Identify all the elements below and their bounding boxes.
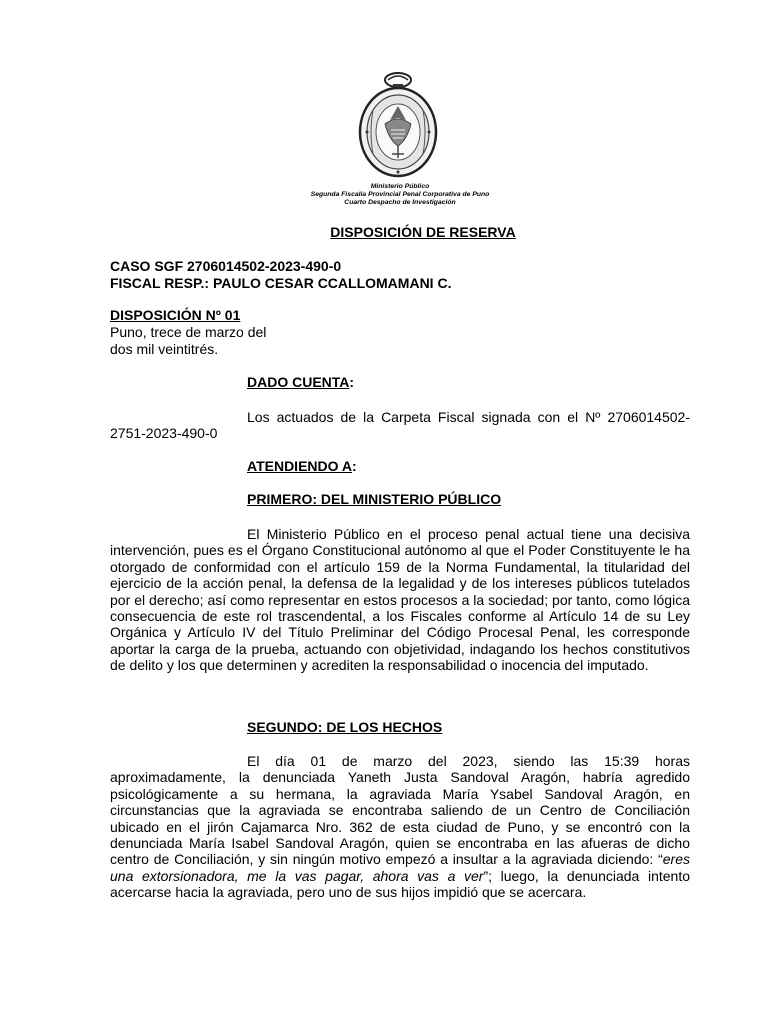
case-number: CASO SGF 2706014502-2023-490-0 [110, 258, 342, 274]
segundo-heading: SEGUNDO: DE LOS HECHOS [247, 719, 443, 735]
header-line-1: Ministerio Público [370, 183, 430, 190]
document-title: DISPOSICIÓN DE RESERVA [330, 224, 516, 240]
disposition-number: DISPOSICIÓN Nº 01 [110, 307, 241, 323]
disposition-date [110, 324, 690, 358]
primero-heading: PRIMERO: DEL MINISTERIO PÚBLICO [247, 491, 502, 507]
segundo-text: El día 01 de marzo del 2023, siendo las 15:39 horas aproximadamente, la denunciada Yaneth Justa Sandoval Aragón, habría agredido psicológicamente a su hermana, la agraviada María Ysabel Sandoval Aragón, en circunstancias que la agraviada se encontraba saliendo de un Centro de Conciliación ubicado en el jirón Cajamarca Nro. 362 de esta ciudad de Puno, y se encontró con la denunciada María Isabel Sandoval Aragón, quien se encontraba en las afueras de dicho centro de Conciliación, y sin ningún motivo empezó a insultar a la agraviada diciendo: “eres una extorsionadora, me la vas pagar, ahora vas a ver”; luego, la denunciada intento acercarse hacia la agraviada, pero uno de sus hijos impidió que se acercara. [110, 753, 690, 901]
case-info [110, 258, 690, 292]
date-line-2: dos mil veintitrés. [110, 341, 219, 357]
dado-cuenta-text: Los actuados de la Carpeta Fiscal signada con el Nº 2706014502-2751-2023-490-0 [110, 409, 690, 442]
header-line-2: Segunda Fiscalía Provincial Penal Corporativa de Puno [310, 191, 490, 199]
date-line-1: Puno, trece de marzo del [110, 324, 267, 340]
header-line-3: Cuarto Despacho de Investigación [344, 199, 456, 207]
dado-cuenta-heading: DADO CUENTA: [247, 374, 355, 390]
ministerio-publico-seal-icon [355, 70, 441, 180]
quoted-insult: eres una extorsionadora, me la vas pagar, ahora vas a ver [110, 851, 690, 884]
institution-header [250, 183, 550, 208]
primero-text: El Ministerio Público en el proceso penal actual tiene una decisiva intervención, pues es el Órgano Constitucional autónomo al que el Poder Constituyente le ha otorgado de conformidad con el artículo 159 de la Norma Fundamental, la titularidad del ejercicio de la acción penal, la defensa de la legalidad y de los intereses públicos tutelados por el derecho; así como representar en estos procesos a la sociedad; por tanto, como lógica consecuencia de este rol trascendental, a los Fiscales conforme al Artículo 14 de su Ley Orgánica y Artículo IV del Título Preliminar del Código Procesal Penal, les corresponde aportar la carga de la prueba, actuando con objetividad, indagando los hechos constitutivos de delito y los que determinen y acrediten la responsabilidad o inocencia del imputado. [110, 526, 690, 674]
atendiendo-heading: ATENDIENDO A: [247, 458, 357, 474]
fiscal-responsible: FISCAL RESP.: PAULO CESAR CCALLOMAMANI C. [110, 275, 452, 291]
